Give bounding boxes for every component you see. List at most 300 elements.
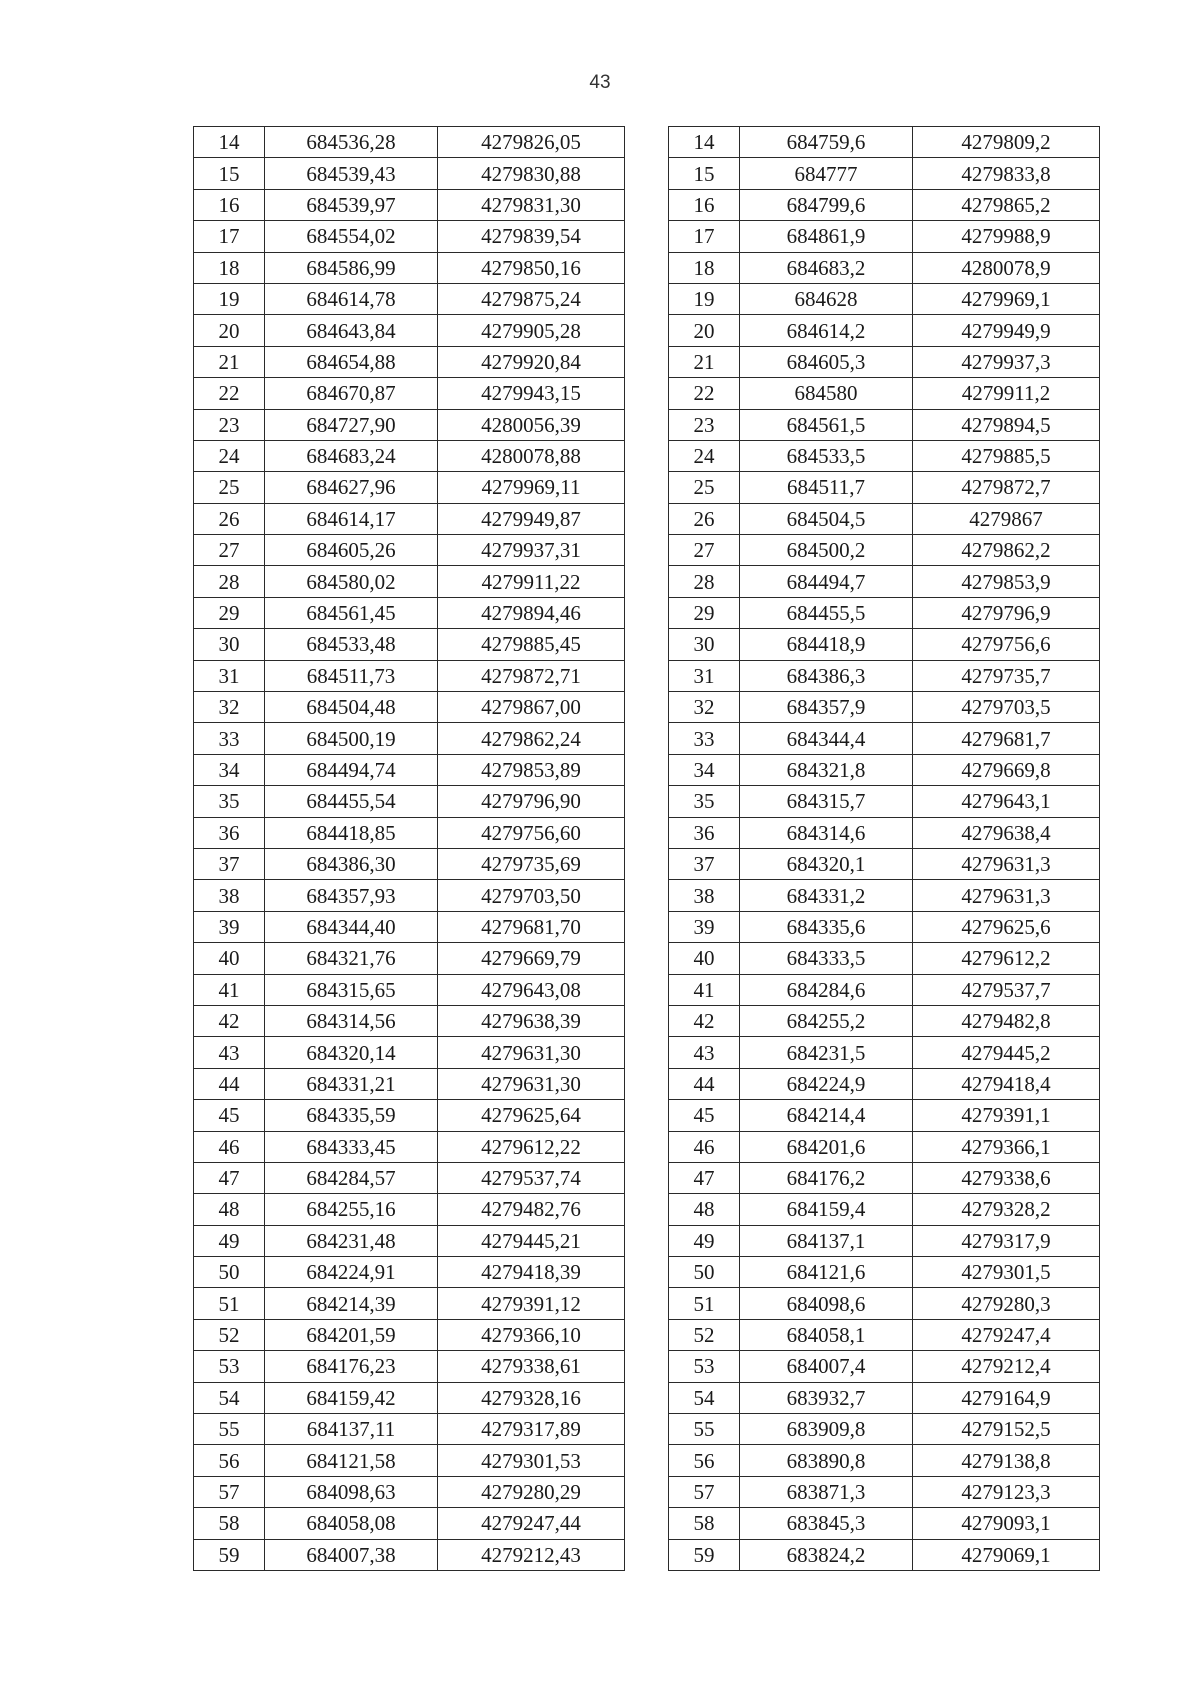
y-coordinate-cell: 4279681,7 xyxy=(913,723,1100,754)
y-coordinate-cell: 4279756,6 xyxy=(913,629,1100,660)
x-coordinate-cell: 684504,5 xyxy=(740,503,913,534)
x-coordinate-cell: 683890,8 xyxy=(740,1445,913,1476)
x-coordinate-cell: 684614,2 xyxy=(740,315,913,346)
y-coordinate-cell: 4279418,4 xyxy=(913,1068,1100,1099)
table-row xyxy=(669,1445,1100,1476)
y-coordinate-cell: 4279280,29 xyxy=(438,1476,625,1507)
y-coordinate-cell: 4279482,76 xyxy=(438,1194,625,1225)
y-coordinate-cell: 4279152,5 xyxy=(913,1414,1100,1445)
x-coordinate-cell: 684418,85 xyxy=(265,817,438,848)
x-coordinate-cell: 684455,54 xyxy=(265,786,438,817)
point-number-cell: 43 xyxy=(194,1037,265,1068)
x-coordinate-cell: 684315,65 xyxy=(265,974,438,1005)
y-coordinate-cell: 4279969,1 xyxy=(913,283,1100,314)
x-coordinate-cell: 683845,3 xyxy=(740,1508,913,1539)
table-row xyxy=(669,660,1100,691)
x-coordinate-cell: 684284,57 xyxy=(265,1162,438,1193)
x-coordinate-cell: 684654,88 xyxy=(265,346,438,377)
y-coordinate-cell: 4279247,44 xyxy=(438,1508,625,1539)
y-coordinate-cell: 4279911,22 xyxy=(438,566,625,597)
y-coordinate-cell: 4279612,2 xyxy=(913,943,1100,974)
y-coordinate-cell: 4279735,7 xyxy=(913,660,1100,691)
x-coordinate-cell: 684201,6 xyxy=(740,1131,913,1162)
x-coordinate-cell: 684511,7 xyxy=(740,472,913,503)
y-coordinate-cell: 4279317,9 xyxy=(913,1225,1100,1256)
point-number-cell: 38 xyxy=(194,880,265,911)
table-row xyxy=(669,880,1100,911)
x-coordinate-cell: 684500,2 xyxy=(740,535,913,566)
y-coordinate-cell: 4279631,3 xyxy=(913,848,1100,879)
table-row xyxy=(194,1539,625,1570)
point-number-cell: 37 xyxy=(669,848,740,879)
table-row xyxy=(194,1319,625,1350)
y-coordinate-cell: 4279631,3 xyxy=(913,880,1100,911)
x-coordinate-cell: 684683,24 xyxy=(265,440,438,471)
x-coordinate-cell: 684320,1 xyxy=(740,848,913,879)
table-row xyxy=(669,911,1100,942)
y-coordinate-cell: 4279809,2 xyxy=(913,127,1100,158)
x-coordinate-cell: 684500,19 xyxy=(265,723,438,754)
table-row xyxy=(194,1005,625,1036)
table-row xyxy=(669,221,1100,252)
table-row xyxy=(669,566,1100,597)
table-row xyxy=(194,503,625,534)
x-coordinate-cell: 684176,23 xyxy=(265,1351,438,1382)
point-number-cell: 59 xyxy=(669,1539,740,1570)
y-coordinate-cell: 4279862,2 xyxy=(913,535,1100,566)
table-row xyxy=(194,880,625,911)
point-number-cell: 58 xyxy=(669,1508,740,1539)
x-coordinate-cell: 684284,6 xyxy=(740,974,913,1005)
x-coordinate-cell: 684098,63 xyxy=(265,1476,438,1507)
x-coordinate-cell: 684321,76 xyxy=(265,943,438,974)
table-row xyxy=(194,1225,625,1256)
point-number-cell: 42 xyxy=(194,1005,265,1036)
point-number-cell: 43 xyxy=(669,1037,740,1068)
y-coordinate-cell: 4279138,8 xyxy=(913,1445,1100,1476)
x-coordinate-cell: 684255,16 xyxy=(265,1194,438,1225)
point-number-cell: 31 xyxy=(194,660,265,691)
table-row xyxy=(194,1382,625,1413)
x-coordinate-cell: 684314,56 xyxy=(265,1005,438,1036)
y-coordinate-cell: 4279280,3 xyxy=(913,1288,1100,1319)
table-row xyxy=(194,1100,625,1131)
x-coordinate-cell: 683824,2 xyxy=(740,1539,913,1570)
table-row xyxy=(669,252,1100,283)
y-coordinate-cell: 4279247,4 xyxy=(913,1319,1100,1350)
y-coordinate-cell: 4279625,6 xyxy=(913,911,1100,942)
point-number-cell: 18 xyxy=(194,252,265,283)
x-coordinate-cell: 684643,84 xyxy=(265,315,438,346)
point-number-cell: 20 xyxy=(669,315,740,346)
x-coordinate-cell: 684494,7 xyxy=(740,566,913,597)
y-coordinate-cell: 4279482,8 xyxy=(913,1005,1100,1036)
point-number-cell: 51 xyxy=(669,1288,740,1319)
point-number-cell: 29 xyxy=(194,597,265,628)
table-row xyxy=(669,378,1100,409)
table-row xyxy=(194,315,625,346)
point-number-cell: 40 xyxy=(194,943,265,974)
table-row xyxy=(669,1319,1100,1350)
table-row xyxy=(669,1414,1100,1445)
y-coordinate-cell: 4279867 xyxy=(913,503,1100,534)
y-coordinate-cell: 4279366,1 xyxy=(913,1131,1100,1162)
point-number-cell: 33 xyxy=(669,723,740,754)
x-coordinate-cell: 684628 xyxy=(740,283,913,314)
x-coordinate-cell: 684314,6 xyxy=(740,817,913,848)
y-coordinate-cell: 4279949,9 xyxy=(913,315,1100,346)
y-coordinate-cell: 4279703,50 xyxy=(438,880,625,911)
point-number-cell: 45 xyxy=(669,1100,740,1131)
x-coordinate-cell: 684533,5 xyxy=(740,440,913,471)
x-coordinate-cell: 683932,7 xyxy=(740,1382,913,1413)
table-row xyxy=(669,597,1100,628)
point-number-cell: 55 xyxy=(194,1414,265,1445)
x-coordinate-cell: 684321,8 xyxy=(740,754,913,785)
table-row xyxy=(669,723,1100,754)
point-number-cell: 36 xyxy=(669,817,740,848)
coordinate-table-left xyxy=(193,126,625,1571)
table-row xyxy=(669,158,1100,189)
x-coordinate-cell: 684455,5 xyxy=(740,597,913,628)
x-coordinate-cell: 684331,2 xyxy=(740,880,913,911)
table-row xyxy=(194,1037,625,1068)
point-number-cell: 52 xyxy=(669,1319,740,1350)
y-coordinate-cell: 4279937,31 xyxy=(438,535,625,566)
table-row xyxy=(194,911,625,942)
table-row xyxy=(194,1068,625,1099)
point-number-cell: 56 xyxy=(194,1445,265,1476)
x-coordinate-cell: 684007,38 xyxy=(265,1539,438,1570)
point-number-cell: 49 xyxy=(194,1225,265,1256)
y-coordinate-cell: 4279212,43 xyxy=(438,1539,625,1570)
point-number-cell: 21 xyxy=(194,346,265,377)
y-coordinate-cell: 4279391,12 xyxy=(438,1288,625,1319)
table-row xyxy=(194,1414,625,1445)
point-number-cell: 47 xyxy=(194,1162,265,1193)
x-coordinate-cell: 684255,2 xyxy=(740,1005,913,1036)
x-coordinate-cell: 684224,91 xyxy=(265,1257,438,1288)
x-coordinate-cell: 684058,08 xyxy=(265,1508,438,1539)
point-number-cell: 22 xyxy=(669,378,740,409)
point-number-cell: 17 xyxy=(194,221,265,252)
point-number-cell: 25 xyxy=(669,472,740,503)
table-row xyxy=(194,283,625,314)
y-coordinate-cell: 4279445,2 xyxy=(913,1037,1100,1068)
point-number-cell: 39 xyxy=(669,911,740,942)
x-coordinate-cell: 684554,02 xyxy=(265,221,438,252)
point-number-cell: 58 xyxy=(194,1508,265,1539)
x-coordinate-cell: 684335,6 xyxy=(740,911,913,942)
point-number-cell: 14 xyxy=(669,127,740,158)
point-number-cell: 20 xyxy=(194,315,265,346)
table-row xyxy=(194,848,625,879)
point-number-cell: 55 xyxy=(669,1414,740,1445)
x-coordinate-cell: 684214,39 xyxy=(265,1288,438,1319)
x-coordinate-cell: 684058,1 xyxy=(740,1319,913,1350)
point-number-cell: 57 xyxy=(669,1476,740,1507)
table-row xyxy=(669,1539,1100,1570)
point-number-cell: 17 xyxy=(669,221,740,252)
table-row xyxy=(669,1257,1100,1288)
x-coordinate-cell: 684320,14 xyxy=(265,1037,438,1068)
y-coordinate-cell: 4279366,10 xyxy=(438,1319,625,1350)
table-row xyxy=(194,1131,625,1162)
x-coordinate-cell: 684586,99 xyxy=(265,252,438,283)
y-coordinate-cell: 4279943,15 xyxy=(438,378,625,409)
table-row xyxy=(194,252,625,283)
y-coordinate-cell: 4279853,89 xyxy=(438,754,625,785)
table-row xyxy=(194,566,625,597)
table-row xyxy=(669,943,1100,974)
y-coordinate-cell: 4279826,05 xyxy=(438,127,625,158)
x-coordinate-cell: 684357,9 xyxy=(740,692,913,723)
x-coordinate-cell: 684333,45 xyxy=(265,1131,438,1162)
x-coordinate-cell: 684159,4 xyxy=(740,1194,913,1225)
y-coordinate-cell: 4279537,7 xyxy=(913,974,1100,1005)
y-coordinate-cell: 4279885,5 xyxy=(913,440,1100,471)
table-row xyxy=(669,1225,1100,1256)
x-coordinate-cell: 683871,3 xyxy=(740,1476,913,1507)
y-coordinate-cell: 4279867,00 xyxy=(438,692,625,723)
point-number-cell: 34 xyxy=(669,754,740,785)
y-coordinate-cell: 4279612,22 xyxy=(438,1131,625,1162)
y-coordinate-cell: 4280078,88 xyxy=(438,440,625,471)
y-coordinate-cell: 4279681,70 xyxy=(438,911,625,942)
table-row xyxy=(669,1508,1100,1539)
x-coordinate-cell: 684533,48 xyxy=(265,629,438,660)
table-row xyxy=(194,1508,625,1539)
point-number-cell: 27 xyxy=(669,535,740,566)
table-row xyxy=(194,723,625,754)
y-coordinate-cell: 4279643,08 xyxy=(438,974,625,1005)
point-number-cell: 42 xyxy=(669,1005,740,1036)
table-row xyxy=(669,503,1100,534)
y-coordinate-cell: 4279093,1 xyxy=(913,1508,1100,1539)
point-number-cell: 19 xyxy=(669,283,740,314)
table-row xyxy=(669,786,1100,817)
table-row xyxy=(194,1194,625,1225)
x-coordinate-cell: 683909,8 xyxy=(740,1414,913,1445)
y-coordinate-cell: 4279905,28 xyxy=(438,315,625,346)
table-row xyxy=(194,597,625,628)
x-coordinate-cell: 684137,1 xyxy=(740,1225,913,1256)
y-coordinate-cell: 4279625,64 xyxy=(438,1100,625,1131)
table-row xyxy=(194,660,625,691)
point-number-cell: 27 xyxy=(194,535,265,566)
point-number-cell: 53 xyxy=(194,1351,265,1382)
table-row xyxy=(194,158,625,189)
point-number-cell: 28 xyxy=(669,566,740,597)
table-row xyxy=(194,1351,625,1382)
x-coordinate-cell: 684614,78 xyxy=(265,283,438,314)
point-number-cell: 40 xyxy=(669,943,740,974)
table-row xyxy=(669,1194,1100,1225)
y-coordinate-cell: 4279885,45 xyxy=(438,629,625,660)
table-row xyxy=(669,692,1100,723)
point-number-cell: 41 xyxy=(194,974,265,1005)
point-number-cell: 44 xyxy=(669,1068,740,1099)
y-coordinate-cell: 4280078,9 xyxy=(913,252,1100,283)
x-coordinate-cell: 684007,4 xyxy=(740,1351,913,1382)
table-row xyxy=(194,535,625,566)
table-row xyxy=(669,629,1100,660)
point-number-cell: 24 xyxy=(194,440,265,471)
y-coordinate-cell: 4279920,84 xyxy=(438,346,625,377)
y-coordinate-cell: 4279850,16 xyxy=(438,252,625,283)
table-row xyxy=(194,786,625,817)
point-number-cell: 59 xyxy=(194,1539,265,1570)
point-number-cell: 23 xyxy=(669,409,740,440)
point-number-cell: 50 xyxy=(669,1257,740,1288)
table-row xyxy=(669,315,1100,346)
point-number-cell: 49 xyxy=(669,1225,740,1256)
y-coordinate-cell: 4279988,9 xyxy=(913,221,1100,252)
y-coordinate-cell: 4279638,4 xyxy=(913,817,1100,848)
x-coordinate-cell: 684201,59 xyxy=(265,1319,438,1350)
x-coordinate-cell: 684670,87 xyxy=(265,378,438,409)
x-coordinate-cell: 684511,73 xyxy=(265,660,438,691)
x-coordinate-cell: 684176,2 xyxy=(740,1162,913,1193)
x-coordinate-cell: 684224,9 xyxy=(740,1068,913,1099)
y-coordinate-cell: 4279756,60 xyxy=(438,817,625,848)
x-coordinate-cell: 684331,21 xyxy=(265,1068,438,1099)
point-number-cell: 33 xyxy=(194,723,265,754)
point-number-cell: 32 xyxy=(194,692,265,723)
point-number-cell: 39 xyxy=(194,911,265,942)
point-number-cell: 51 xyxy=(194,1288,265,1319)
point-number-cell: 54 xyxy=(669,1382,740,1413)
table-row xyxy=(669,1005,1100,1036)
y-coordinate-cell: 4279865,2 xyxy=(913,189,1100,220)
table-row xyxy=(669,848,1100,879)
table-row xyxy=(669,1476,1100,1507)
point-number-cell: 41 xyxy=(669,974,740,1005)
y-coordinate-cell: 4279669,79 xyxy=(438,943,625,974)
table-row xyxy=(669,535,1100,566)
x-coordinate-cell: 684231,48 xyxy=(265,1225,438,1256)
x-coordinate-cell: 684494,74 xyxy=(265,754,438,785)
table-row xyxy=(669,346,1100,377)
y-coordinate-cell: 4279875,24 xyxy=(438,283,625,314)
page-number: 43 xyxy=(589,72,611,93)
y-coordinate-cell: 4279735,69 xyxy=(438,848,625,879)
y-coordinate-cell: 4279301,53 xyxy=(438,1445,625,1476)
point-number-cell: 26 xyxy=(194,503,265,534)
table-row xyxy=(669,1037,1100,1068)
y-coordinate-cell: 4280056,39 xyxy=(438,409,625,440)
point-number-cell: 22 xyxy=(194,378,265,409)
point-number-cell: 47 xyxy=(669,1162,740,1193)
y-coordinate-cell: 4279537,74 xyxy=(438,1162,625,1193)
y-coordinate-cell: 4279872,7 xyxy=(913,472,1100,503)
point-number-cell: 54 xyxy=(194,1382,265,1413)
point-number-cell: 32 xyxy=(669,692,740,723)
table-row xyxy=(194,346,625,377)
x-coordinate-cell: 684121,58 xyxy=(265,1445,438,1476)
table-row xyxy=(669,1068,1100,1099)
x-coordinate-cell: 684418,9 xyxy=(740,629,913,660)
point-number-cell: 52 xyxy=(194,1319,265,1350)
x-coordinate-cell: 684357,93 xyxy=(265,880,438,911)
y-coordinate-cell: 4279164,9 xyxy=(913,1382,1100,1413)
table-row xyxy=(194,127,625,158)
x-coordinate-cell: 684580 xyxy=(740,378,913,409)
point-number-cell: 48 xyxy=(194,1194,265,1225)
point-number-cell: 45 xyxy=(194,1100,265,1131)
table-row xyxy=(194,440,625,471)
x-coordinate-cell: 684759,6 xyxy=(740,127,913,158)
y-coordinate-cell: 4279969,11 xyxy=(438,472,625,503)
table-row xyxy=(194,817,625,848)
point-number-cell: 36 xyxy=(194,817,265,848)
x-coordinate-cell: 684098,6 xyxy=(740,1288,913,1319)
x-coordinate-cell: 684214,4 xyxy=(740,1100,913,1131)
point-number-cell: 56 xyxy=(669,1445,740,1476)
x-coordinate-cell: 684539,43 xyxy=(265,158,438,189)
table-row xyxy=(669,1382,1100,1413)
table-row xyxy=(194,409,625,440)
x-coordinate-cell: 684315,7 xyxy=(740,786,913,817)
y-coordinate-cell: 4279328,2 xyxy=(913,1194,1100,1225)
y-coordinate-cell: 4279937,3 xyxy=(913,346,1100,377)
point-number-cell: 30 xyxy=(194,629,265,660)
y-coordinate-cell: 4279643,1 xyxy=(913,786,1100,817)
table-row xyxy=(194,974,625,1005)
table-row xyxy=(194,1288,625,1319)
point-number-cell: 19 xyxy=(194,283,265,314)
y-coordinate-cell: 4279317,89 xyxy=(438,1414,625,1445)
y-coordinate-cell: 4279391,1 xyxy=(913,1100,1100,1131)
y-coordinate-cell: 4279631,30 xyxy=(438,1037,625,1068)
point-number-cell: 48 xyxy=(669,1194,740,1225)
table-row xyxy=(194,472,625,503)
table-row xyxy=(194,692,625,723)
y-coordinate-cell: 4279301,5 xyxy=(913,1257,1100,1288)
point-number-cell: 57 xyxy=(194,1476,265,1507)
table-row xyxy=(669,1100,1100,1131)
table-row xyxy=(669,754,1100,785)
x-coordinate-cell: 684504,48 xyxy=(265,692,438,723)
table-row xyxy=(669,1131,1100,1162)
point-number-cell: 46 xyxy=(194,1131,265,1162)
point-number-cell: 29 xyxy=(669,597,740,628)
y-coordinate-cell: 4279338,6 xyxy=(913,1162,1100,1193)
y-coordinate-cell: 4279839,54 xyxy=(438,221,625,252)
y-coordinate-cell: 4279894,46 xyxy=(438,597,625,628)
point-number-cell: 34 xyxy=(194,754,265,785)
x-coordinate-cell: 684861,9 xyxy=(740,221,913,252)
y-coordinate-cell: 4279796,9 xyxy=(913,597,1100,628)
point-number-cell: 38 xyxy=(669,880,740,911)
table-row xyxy=(669,472,1100,503)
point-number-cell: 44 xyxy=(194,1068,265,1099)
x-coordinate-cell: 684561,5 xyxy=(740,409,913,440)
table-row xyxy=(194,943,625,974)
x-coordinate-cell: 684627,96 xyxy=(265,472,438,503)
x-coordinate-cell: 684727,90 xyxy=(265,409,438,440)
x-coordinate-cell: 684683,2 xyxy=(740,252,913,283)
table-row xyxy=(194,1162,625,1193)
table-row xyxy=(194,221,625,252)
point-number-cell: 14 xyxy=(194,127,265,158)
table-row xyxy=(669,127,1100,158)
x-coordinate-cell: 684580,02 xyxy=(265,566,438,597)
y-coordinate-cell: 4279638,39 xyxy=(438,1005,625,1036)
x-coordinate-cell: 684159,42 xyxy=(265,1382,438,1413)
point-number-cell: 15 xyxy=(194,158,265,189)
table-row xyxy=(194,1257,625,1288)
